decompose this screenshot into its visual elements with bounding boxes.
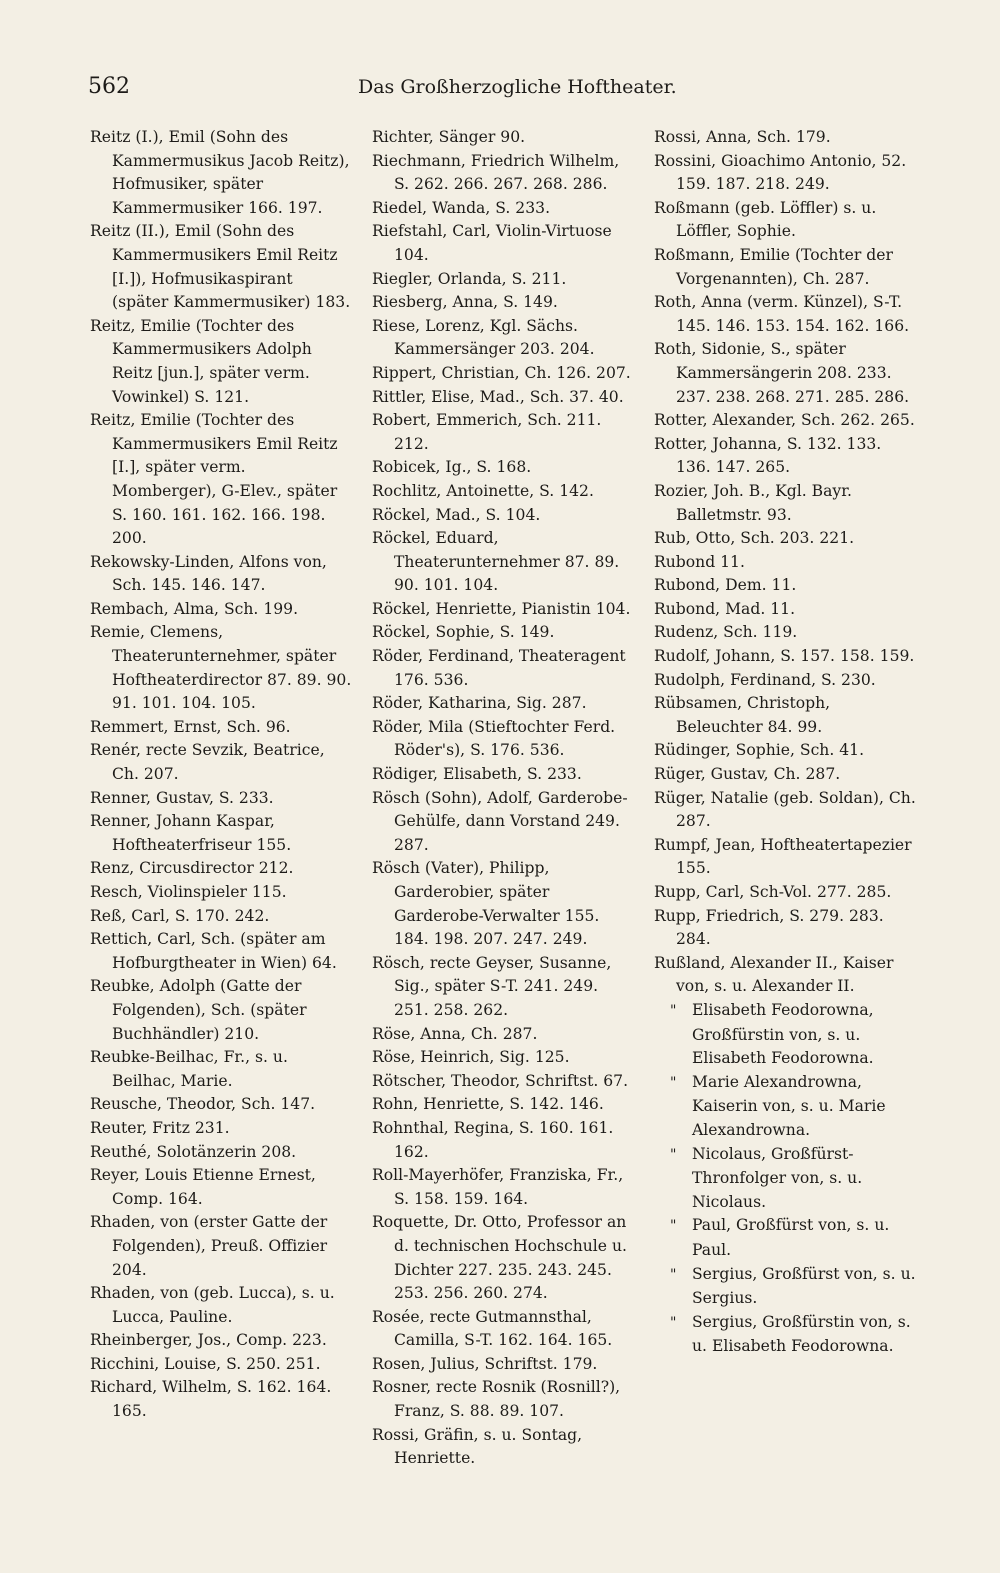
index-entry: Rudolph, Ferdinand, S. 230.	[654, 670, 876, 689]
page-title: Das Großherzogliche Hoftheater.	[358, 76, 677, 98]
ditto-mark: "	[670, 1266, 677, 1283]
index-entry: Rupp, Friedrich, S. 279. 283. 284.	[654, 906, 884, 949]
index-entry: Rumpf, Jean, Hoftheatertapezier 155.	[654, 835, 912, 878]
ditto-mark: "	[670, 1314, 677, 1331]
index-entry: Röse, Heinrich, Sig. 125.	[372, 1048, 570, 1067]
index-entry: Richard, Wilhelm, S. 162. 164. 165.	[90, 1378, 332, 1421]
index-entry: Rosée, recte Gutmannsthal, Camilla, S-T. 162. 164. 165.	[372, 1307, 613, 1350]
index-entry: Reubke-Beilhac, Fr., s. u. Beilhac, Marie.	[90, 1048, 288, 1090]
index-entry: Remmert, Ernst, Sch. 96.	[90, 717, 291, 736]
index-entry: Rettich, Carl, Sch. (später am Hofburgtheater in Wien) 64.	[90, 930, 337, 972]
index-entry: Rohnthal, Regina, S. 160. 161. 162.	[372, 1118, 614, 1161]
index-entry: Robicek, Ig., S. 168.	[372, 458, 532, 477]
subentry-text: Marie Alexandrowna, Kaiserin von, s. u. Marie Alexandrowna.	[692, 1072, 886, 1139]
index-entry: Rossini, Gioachimo Antonio, 52. 159. 187. 218. 249.	[654, 151, 907, 194]
index-entry: Roth, Sidonie, S., später Kammersängerin 208. 233. 237. 238. 268. 271. 285. 286.	[654, 340, 910, 406]
index-entry: Röder, Katharina, Sig. 287.	[372, 694, 587, 713]
index-entry: Riegler, Orlanda, S. 211.	[372, 269, 567, 288]
index-entry: Rübsamen, Christoph, Beleuchter 84. 99.	[654, 694, 831, 736]
index-entry: Roquette, Dr. Otto, Professor an d. technischen Hochschule u. Dichter 227. 235. 243. 245. 253. 256. 260. 274.	[372, 1213, 627, 1303]
index-entry: Ricchini, Louise, S. 250. 251.	[90, 1354, 321, 1373]
index-entry: Reubke, Adolph (Gatte der Folgenden), Sch. (später Buchhändler) 210.	[90, 977, 307, 1043]
index-entry: Renér, recte Sevzik, Beatrice, Ch. 207.	[90, 741, 325, 784]
index-subentry	[654, 1214, 916, 1262]
index-entry: Rußland, Alexander II., Kaiser von, s. u. Alexander II.	[654, 953, 894, 996]
index-entry: Roth, Anna (verm. Künzel), S-T. 145. 146. 153. 154. 162. 166.	[654, 293, 910, 335]
index-entry: Renner, Gustav, S. 233.	[90, 788, 274, 807]
index-entry: Rossi, Gräfin, s. u. Sontag, Henriette.	[372, 1425, 583, 1468]
index-entry: Reitz (I.), Emil (Sohn des Kammermusikus Jacob Reitz), Hofmusiker, später Kammermusiker 166. 197.	[90, 128, 350, 217]
subentry-text: Paul, Großfürst von, s. u. Paul.	[692, 1216, 890, 1259]
index-entry: Resch, Violinspieler 115.	[90, 883, 287, 901]
index-entry: Rösch (Sohn), Adolf, Garderobe-Gehülfe, dann Vorstand 249. 287.	[372, 788, 628, 854]
subentry-text: Nicolaus, Großfürst-Thronfolger von, s. u. Nicolaus.	[692, 1144, 863, 1211]
index-entry: Riechmann, Friedrich Wilhelm, S. 262. 266. 267. 268. 286.	[372, 151, 620, 194]
index-entry: Röder, Mila (Stieftochter Ferd. Röder's), S. 176. 536.	[372, 717, 616, 760]
index-entry: Rubond 11.	[654, 552, 745, 571]
index-entry: Rippert, Christian, Ch. 126. 207.	[372, 363, 631, 382]
index-subentry	[654, 1263, 916, 1311]
index-entry: Reuter, Fritz 231.	[90, 1118, 230, 1137]
index-entry: Rödiger, Elisabeth, S. 233.	[372, 765, 582, 784]
index-entry: Reitz, Emilie (Tochter des Kammermusikers Emil Reitz [I.], später verm. Momberger), G-Elev., später S. 160. 161. 162. 166. 198. 200.	[90, 411, 338, 548]
index-entry: Rüger, Natalie (geb. Soldan), Ch. 287.	[654, 788, 916, 831]
index-entry: Robert, Emmerich, Sch. 211. 212.	[372, 411, 602, 453]
index-entry: Rittler, Elise, Mad., Sch. 37. 40.	[372, 387, 624, 406]
index-column-1	[90, 126, 352, 1424]
index-entry: Rudolf, Johann, S. 157. 158. 159.	[654, 647, 915, 666]
index-entry: Reyer, Louis Etienne Ernest, Comp. 164.	[90, 1166, 316, 1208]
index-entry: Rubond, Dem. 11.	[654, 576, 797, 595]
index-subentry	[654, 1071, 916, 1143]
index-entry: Reuthé, Solotänzerin 208.	[90, 1142, 297, 1161]
index-entry: Rüger, Gustav, Ch. 287.	[654, 765, 841, 784]
index-entry: Röder, Ferdinand, Theateragent 176. 536.	[372, 647, 626, 689]
index-entry: Rosner, recte Rosnik (Rosnill?), Franz, S. 88. 89. 107.	[372, 1378, 621, 1421]
ditto-mark: "	[670, 1218, 677, 1235]
index-entry: Rhaden, von (erster Gatte der Folgenden), Preuß. Offizier 204.	[90, 1213, 328, 1279]
ditto-mark: "	[670, 1146, 677, 1163]
index-entry: Roßmann, Emilie (Tochter der Vorgenannten), Ch. 287.	[654, 245, 893, 288]
index-entry: Röckel, Henriette, Pianistin 104.	[372, 599, 631, 618]
running-header	[88, 74, 677, 108]
subentry-text: Sergius, Großfürst von, s. u. Sergius.	[692, 1264, 916, 1308]
index-entry: Rohn, Henriette, S. 142. 146.	[372, 1095, 604, 1114]
subentry-text: Sergius, Großfürstin von, s. u. Elisabeth Feodorowna.	[692, 1312, 911, 1356]
index-entry: Rösch, recte Geyser, Susanne, Sig., später S-T. 241. 249. 251. 258. 262.	[372, 953, 612, 1019]
index-entry: Roßmann (geb. Löffler) s. u. Löffler, Sophie.	[654, 198, 877, 241]
index-entry: Rhaden, von (geb. Lucca), s. u. Lucca, Pauline.	[90, 1284, 335, 1326]
index-entry: Röckel, Sophie, S. 149.	[372, 623, 555, 642]
index-entry: Rosen, Julius, Schriftst. 179.	[372, 1354, 598, 1373]
index-entry: Rub, Otto, Sch. 203. 221.	[654, 529, 855, 548]
index-entry: Riedel, Wanda, S. 233.	[372, 198, 551, 217]
index-entry: Riefstahl, Carl, Violin-Virtuose 104.	[372, 222, 612, 264]
index-entry: Reusche, Theodor, Sch. 147.	[90, 1095, 316, 1114]
index-entry: Rotter, Johanna, S. 132. 133. 136. 147. 265.	[654, 434, 882, 477]
index-entry: Rochlitz, Antoinette, S. 142.	[372, 481, 594, 500]
index-entry: Rotter, Alexander, Sch. 262. 265.	[654, 411, 915, 430]
index-column-2	[372, 126, 634, 1471]
russland-subentries	[654, 999, 916, 1359]
index-entry: Riese, Lorenz, Kgl. Sächs. Kammersänger 203. 204.	[372, 316, 595, 359]
ditto-mark: "	[670, 1002, 677, 1019]
index-entry: Renner, Johann Kaspar, Hoftheaterfriseur 155.	[90, 812, 292, 854]
index-entry: Rupp, Carl, Sch-Vol. 277. 285.	[654, 883, 892, 901]
index-subentry	[654, 1143, 916, 1215]
subentry-text: Elisabeth Feodorowna, Großfürstin von, s. u. Elisabeth Feodorowna.	[692, 1000, 874, 1068]
index-entry: Röckel, Eduard, Theaterunternehmer 87. 89. 90. 101. 104.	[372, 529, 620, 595]
index-entry: Renz, Circusdirector 212.	[90, 859, 294, 878]
index-entry: Reitz (II.), Emil (Sohn des Kammermusikers Emil Reitz [I.]), Hofmusikaspirant (später Kammermusiker) 183.	[90, 222, 351, 312]
index-entry: Rubond, Mad. 11.	[654, 599, 796, 618]
index-entry: Rozier, Joh. B., Kgl. Bayr. Balletmstr. 93.	[654, 481, 852, 524]
index-entry: Rüdinger, Sophie, Sch. 41.	[654, 741, 865, 760]
index-entry: Röse, Anna, Ch. 287.	[372, 1024, 538, 1043]
index-column-3	[654, 126, 916, 1359]
index-entry: Reitz, Emilie (Tochter des Kammermusikers Adolph Reitz [jun.], später verm. Vowinkel) S. 121.	[90, 316, 312, 406]
index-entry: Rossi, Anna, Sch. 179.	[654, 128, 831, 146]
index-entry: Roll-Mayerhöfer, Franziska, Fr., S. 158. 159. 164.	[372, 1166, 624, 1208]
index-entry: Richter, Sänger 90.	[372, 128, 526, 146]
index-entry: Röckel, Mad., S. 104.	[372, 505, 541, 524]
index-subentry	[654, 999, 916, 1071]
index-entry: Remie, Clemens, Theaterunternehmer, später Hoftheaterdirector 87. 89. 90. 91. 101. 104. 105.	[90, 623, 352, 713]
index-entry: Riesberg, Anna, S. 149.	[372, 293, 558, 312]
index-entry: Rötscher, Theodor, Schriftst. 67.	[372, 1071, 629, 1090]
index-entry: Reß, Carl, S. 170. 242.	[90, 906, 270, 925]
ditto-mark: "	[670, 1074, 677, 1091]
index-entry: Rembach, Alma, Sch. 199.	[90, 599, 299, 618]
index-entry: Rekowsky-Linden, Alfons von, Sch. 145. 146. 147.	[90, 552, 327, 595]
page-number: 562	[88, 74, 130, 99]
index-subentry	[654, 1311, 916, 1359]
index-entry: Rösch (Vater), Philipp, Garderobier, später Garderobe-Verwalter 155. 184. 198. 207. 247. 249.	[372, 859, 600, 949]
index-entry: Rudenz, Sch. 119.	[654, 623, 798, 642]
index-entry: Rheinberger, Jos., Comp. 223.	[90, 1331, 327, 1350]
